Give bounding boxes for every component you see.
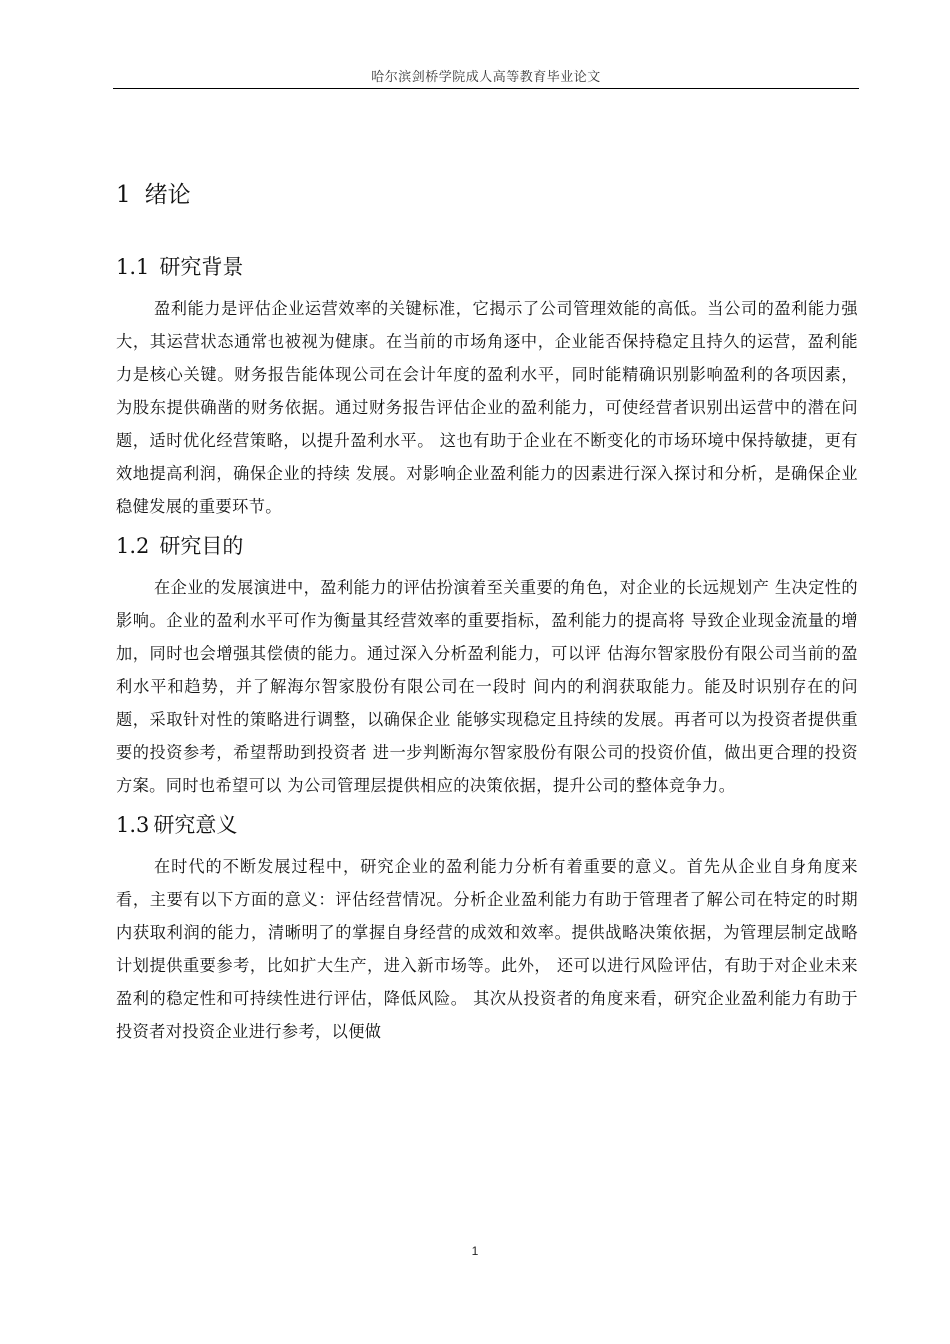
- chapter-number: 1: [116, 182, 131, 208]
- spacer: [116, 220, 858, 248]
- chapter-title: 绪论: [144, 182, 191, 208]
- paragraph-significance: 在时代的不断发展过程中，研究企业的盈利能力分析有着重要的意义。首先从企业自身角度来看，主要有以下方面的意义：评估经营情况。分析企业盈利能力有助于管理者了解公司在特定的时期内获取利润的能力，清晰明了的掌握自身经营的成效和效率。提供战略决策依据，为管理层制定战略计划提供重要参考，比如扩大生产，进入新市场等。此外， 还可以进行风险评估，有助于对企业未来盈利的稳定性和可持续性进行评估，降低风险。 其次从投资者的角度来看，研究企业盈利能力有助于投资者对投资企业进行参考，以便做: [116, 857, 858, 1041]
- running-header: 哈尔滨剑桥学院成人高等教育毕业论文: [371, 70, 601, 85]
- section-title: 研究意义: [153, 813, 238, 837]
- section-heading-purpose: [116, 527, 858, 565]
- page-number: 1: [471, 1244, 479, 1258]
- header-rule: [113, 88, 859, 89]
- paragraph-background: 盈利能力是评估企业运营效率的关键标准，它揭示了公司管理效能的高低。当公司的盈利能力强大，其运营状态通常也被视为健康。在当前的市场角逐中，企业能否保持稳定且持久的运营，盈利能力是核心关键。财务报告能体现公司在会计年度的盈利水平，同时能精确识别影响盈利的各项因素，为股东提供确凿的财务依据。通过财务报告评估企业的盈利能力，可使经营者识别出运营中的潜在问题，适时优化经营策略，以提升盈利水平。 这也有助于企业在不断变化的市场环境中保持敏捷，更有效地提高利润，确保企业的持续 发展。对影响企业盈利能力的因素进行深入探讨和分析，是确保企业稳健发展的重要环节。: [116, 299, 858, 516]
- section-heading-significance: [116, 806, 858, 844]
- section-number: 1.3: [116, 813, 150, 837]
- section-number: 1.1: [116, 255, 150, 279]
- section-title: 研究背景: [159, 255, 244, 279]
- paragraph-purpose: 在企业的发展演进中，盈利能力的评估扮演着至关重要的角色，对企业的长远规划产 生决定性的影响。企业的盈利水平可作为衡量其经营效率的重要指标，盈利能力的提高将 导致企业现金流量的增加，同时也会增强其偿债的能力。通过深入分析盈利能力，可以评 估海尔智家股份有限公司当前的盈利水平和趋势，并了解海尔智家股份有限公司在一段时 间内的利润获取能力。能及时识别存在的问题，采取针对性的策略进行调整，以确保企业 能够实现稳定且持续的发展。再者可以为投资者提供重要的投资参考，希望帮助到投资者 进一步判断海尔智家股份有限公司的投资价值，做出更合理的投资方案。同时也希望可以 为公司管理层提供相应的决策依据，提升公司的整体竞争力。: [116, 578, 858, 795]
- section-title: 研究目的: [159, 534, 244, 558]
- page-content: [116, 170, 858, 1048]
- chapter-heading: [116, 170, 858, 220]
- section-heading-background: [116, 248, 858, 286]
- section-number: 1.2: [116, 534, 150, 558]
